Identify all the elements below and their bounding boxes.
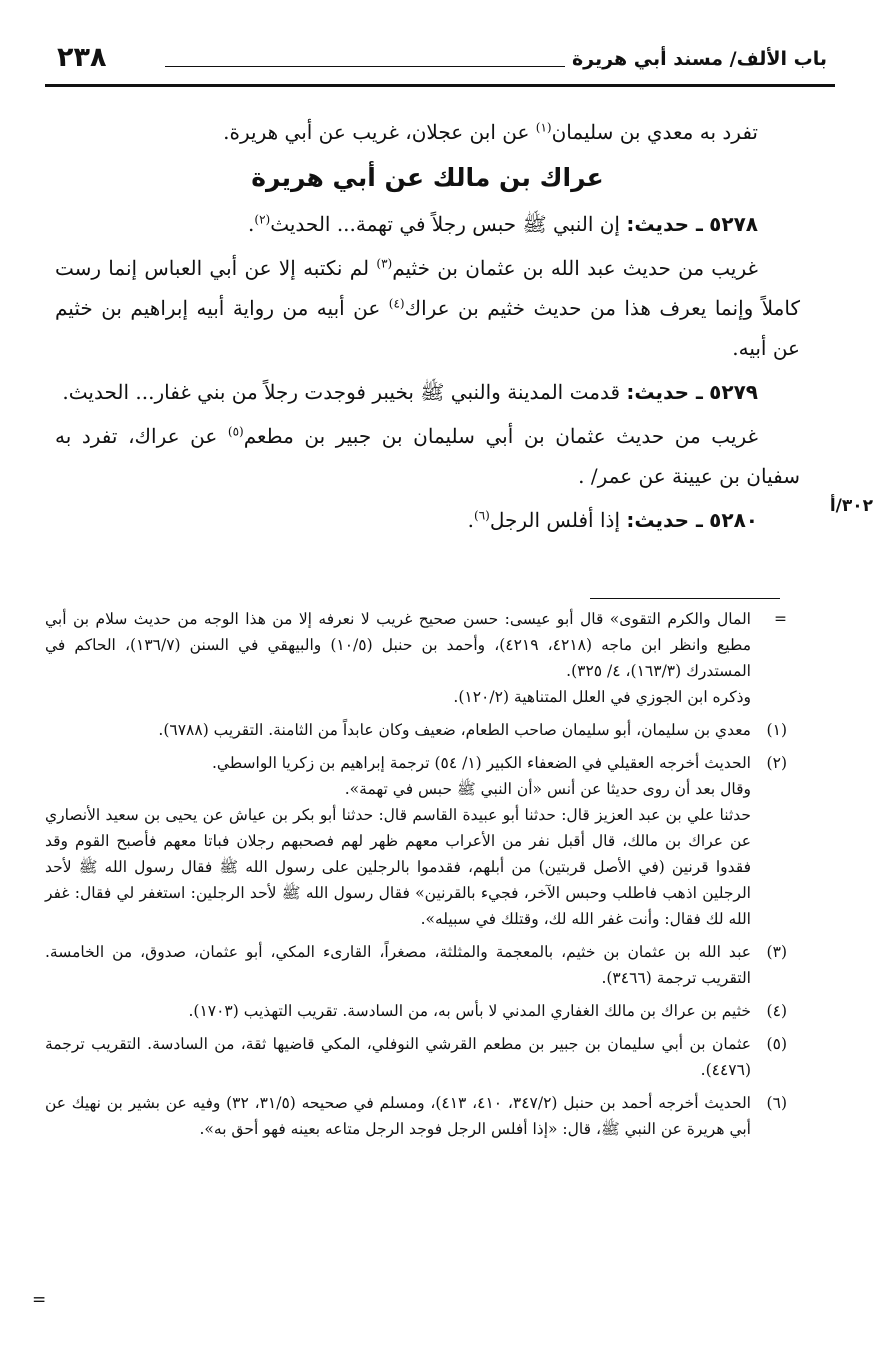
footnote-text: خثيم بن عراك بن مالك الغفاري المدني لا بأس به، من السادسة. تقريب التهذيب (١٧٠٣). — [188, 1002, 751, 1020]
footnote-text: عثمان بن أبي سليمان بن جبير بن مطعم القرشي النوفلي، المكي قاضيها ثقة، من السادسة. التقريب ترجمة (٤٤٧٦). — [45, 1035, 751, 1079]
footnote-number: (٤) — [766, 1002, 787, 1020]
running-header — [45, 38, 835, 82]
commentary-text: غريب من حديث عثمان بن أبي سليمان بن جبير بن مطعم — [243, 424, 759, 448]
hadith-number: ٥٢٧٩ — [709, 380, 758, 404]
commentary-text: عن أبيه من رواية أبيه إبراهيم بن خثيم عن أبيه. — [55, 296, 800, 360]
hadith-end: . — [467, 508, 474, 532]
hadith-text: إذا أفلس الرجل — [489, 508, 627, 532]
page-continue-mark: = — [32, 1290, 47, 1310]
footnote-text: معدي بن سليمان، أبو سليمان صاحب الطعام، ضعيف وكان عابداً من الثامنة. التقريب (٦٧٨٨). — [158, 721, 751, 739]
footnote-2 — [45, 750, 787, 932]
intro-paragraph — [55, 112, 800, 152]
footnote-continued — [45, 606, 787, 710]
footnote-ref-4: (٤) — [388, 296, 405, 311]
footnotes — [45, 606, 787, 1149]
footnote-4 — [45, 998, 787, 1024]
hadith-text: قدمت المدينة والنبي ﷺ بخيبر فوجدت رجلاً من بني غفار... الحديث. — [62, 380, 627, 404]
footnote-5 — [45, 1031, 787, 1083]
footnote-ref-6: (٦) — [474, 508, 490, 523]
intro-text-rest: عن ابن عجلان، غريب عن أبي هريرة. — [223, 120, 536, 144]
footnote-number: (٣) — [766, 943, 787, 961]
footnote-ref-3: (٣) — [376, 256, 393, 271]
footnote-text: عبد الله بن عثمان بن خثيم، بالمعجمة والمثلثة، مصغراً، القارىء المكي، أبو عثمان، صدوق، من الخامسة. التقريب ترجمة (٣٤٦٦). — [45, 943, 751, 987]
commentary-5278 — [55, 248, 800, 368]
commentary-text: غريب من حديث عبد الله بن عثمان بن خثيم — [392, 256, 758, 280]
commentary-5279 — [55, 416, 800, 496]
commentary-text: لم نكتبه إلا عن أبي العباس إنما رست كاملاً وإنما يعرف هذا من حديث خثيم بن عراك — [55, 256, 800, 320]
footnote-line: وذكره ابن الجوزي في العلل المتناهية (١٢٠/٢). — [453, 688, 751, 706]
footnote-6 — [45, 1090, 787, 1142]
footnote-ref-1: (١) — [535, 120, 552, 135]
footnote-3 — [45, 939, 787, 991]
footnote-ref-2: (٢) — [254, 212, 271, 227]
intro-text: تفرد به معدي بن سليمان — [551, 120, 758, 144]
footnote-number: (٥) — [766, 1035, 787, 1053]
hadith-keyword: ـ حديث: — [626, 508, 703, 532]
hadith-number: ٥٢٧٨ — [709, 212, 758, 236]
header-rule — [45, 84, 835, 87]
footnote-number: (٢) — [766, 754, 787, 772]
footnote-number: (٦) — [766, 1094, 787, 1112]
footnote-line: المال والكرم التقوى» قال أبو عيسى: حسن صحيح غريب لا نعرفه إلا من هذا الوجه من حديث سلام بن أبي مطيع وانظر ابن ماجه (٤٢١٨، ٤٢١٩)، وأحمد بن حنبل (١٠/٥) والبيهقي في السنن (١٣٦/٧)، الحاكم في المستدرك (١٦٣/٣)، ٤/ ٣٢٥). — [45, 610, 752, 680]
footnote-separator — [590, 598, 780, 599]
running-header-dash — [165, 66, 565, 67]
hadith-5280 — [55, 500, 800, 540]
hadith-5279 — [55, 372, 800, 412]
footnote-text: الحديث أخرجه أحمد بن حنبل (٣٤٧/٢، ٤١٠، ٤١٣)، ومسلم في صحيحه (٣١/٥، ٣٢) وفيه عن بشير بن نهيك عن أبي هريرة عن النبي ﷺ، قال: «إذا أفلس الرجل فوجد الرجل متاعه بعينه فهو أحق به». — [45, 1094, 751, 1138]
hadith-keyword: ـ حديث: — [626, 380, 703, 404]
hadith-number: ٥٢٨٠ — [709, 508, 758, 532]
main-text — [55, 112, 800, 544]
footnote-number: (١) — [766, 721, 787, 739]
footnote-line: وقال بعد أن روى حديثا عن أنس «أن النبي ﷺ حبس في تهمة». — [344, 780, 751, 798]
hadith-text: إن النبي ﷺ حبس رجلاً في تهمة... الحديث — [270, 212, 627, 236]
hadith-keyword: ـ حديث: — [626, 212, 703, 236]
commentary-text: عن عراك، تفرد به سفيان بن عيينة عن عمر/ . — [55, 424, 800, 488]
footnote-line: حدثنا علي بن عبد العزيز قال: حدثنا أبو عبيدة القاسم قال: حدثنا أبو بكر بن عياش عن يحيى بن سعيد الأنصاري عن عراك بن مالك، قال أقبل نفر من الأعراب معهم ظهر لهم فصحبهم رجلان فباتا معهم فأصبح القوم وقد فقدوا قرنين (في الأصل قربتين) من أبلهم، فقدموا بالرجلين على رسول الله ﷺ فقال رسول الله ﷺ لأحد الرجلين اذهب فاطلب وحبس الآخر، فجيء بالقرنين» فقال رسول الله ﷺ لأحد الرجلين: استغفر لي فقال: غفر الله لك فقال: وأنت غفر الله لك، وقتلك في سبيله». — [45, 806, 751, 928]
manuscript-folio-ref: ٣٠٢/أ — [829, 496, 873, 516]
running-title: باب الألف/ مسند أبي هريرة — [571, 48, 827, 70]
continued-mark: = — [774, 610, 787, 628]
page-number: ٢٣٨ — [57, 42, 107, 73]
section-heading: عراك بن مالك عن أبي هريرة — [251, 163, 604, 192]
footnote-1 — [45, 717, 787, 743]
footnote-line: الحديث أخرجه العقيلي في الضعفاء الكبير (١/ ٥٤) ترجمة إبراهيم بن زكريا الواسطي. — [211, 754, 751, 772]
hadith-5278: ٥٢٧٨ ـ حديث: إن النبي ﷺ حبس رجلاً في تهمة... الحديث$^{(٢)}$. — [248, 212, 758, 236]
footnote-ref-5: (٥) — [227, 424, 244, 439]
